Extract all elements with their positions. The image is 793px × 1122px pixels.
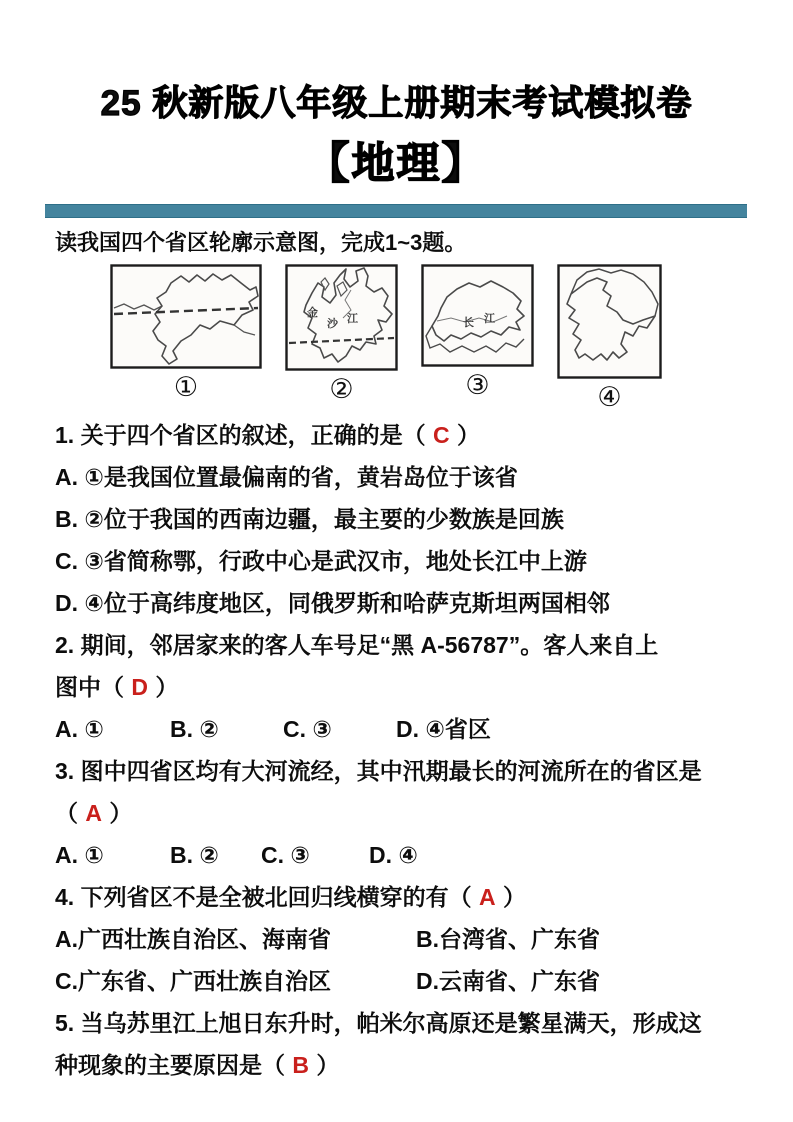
river-label-jinsha-2: 沙: [327, 318, 338, 330]
question-1-option-c: C. ③省简称鄂，行政中心是武汉市，地处长江中上游: [55, 548, 587, 574]
question-4-stem: 4. 下列省区不是全被北回归线横穿的有（ A ）: [55, 884, 526, 910]
question-1-option-b: B. ②位于我国的西南边疆，最主要的少数族是回族: [55, 506, 564, 532]
province-map-2-yunnan: [285, 264, 398, 371]
question-3-options: [55, 834, 745, 876]
question-3: [55, 750, 745, 876]
figure-label-3: ③: [465, 370, 490, 400]
question-5: [55, 1002, 745, 1086]
question-4: [55, 876, 745, 1002]
question-4-answer: A: [478, 884, 496, 910]
question-4-option-c: C.广东省、广西壮族自治区: [55, 968, 331, 994]
question-2: [55, 624, 745, 750]
question-1-option-d: D. ④位于高纬度地区，同俄罗斯和哈萨克斯坦两国相邻: [55, 590, 610, 616]
question-3-option-c: C. ③: [261, 842, 310, 868]
question-2-stem-line2: 图中（ D ）: [55, 674, 179, 700]
question-1: [55, 414, 745, 624]
question-2-stem-line1: 2. 期间，邻居家来的客人车号足“黑 A-56787”。客人来自上: [55, 632, 659, 658]
question-3-option-d: D. ④: [369, 842, 418, 868]
river-label-jinsha-1: 金: [307, 307, 318, 319]
river-label-jinsha-3: 江: [347, 313, 358, 325]
province-map-3-hubei: [421, 264, 534, 367]
question-2-option-d: D. ④省区: [396, 716, 491, 742]
exam-body: [0, 218, 793, 1086]
question-2-option-a: A. ①: [55, 716, 104, 742]
question-5-answer: B: [292, 1052, 310, 1078]
question-3-option-a: A. ①: [55, 842, 104, 868]
question-1-stem: 1. 关于四个省区的叙述，正确的是（ C ）: [55, 422, 480, 448]
question-5-stem-line2: 种现象的主要原因是（ B ）: [55, 1052, 340, 1078]
question-4-option-b: B.台湾省、广东省: [416, 926, 600, 952]
question-2-option-c: C. ③: [283, 716, 332, 742]
question-4-options-row2: [55, 960, 745, 1002]
page-subtitle: 【地理】: [306, 140, 487, 188]
question-4-option-a: A.广西壮族自治区、海南省: [55, 926, 331, 952]
figure-label-2: ②: [329, 374, 354, 404]
question-2-option-b: B. ②: [170, 716, 219, 742]
accent-divider-bar: [45, 204, 747, 218]
question-2-options: [55, 708, 745, 750]
question-1-answer: C: [432, 422, 450, 448]
figure-item-1: [110, 264, 262, 402]
question-3-option-b: B. ②: [170, 842, 219, 868]
question-4-options-row1: [55, 918, 745, 960]
question-2-answer: D: [131, 674, 149, 700]
province-map-4-heilongjiang: [557, 264, 662, 379]
figure-item-4: [557, 264, 662, 412]
question-1-option-a: A. ①是我国位置最偏南的省，黄岩岛位于该省: [55, 464, 518, 490]
question-4-option-d: D.云南省、广东省: [416, 968, 600, 994]
page-title: 25 秋新版八年级上册期末考试模拟卷: [100, 84, 693, 123]
question-3-answer: A: [85, 800, 103, 826]
figure-instruction: 读我国四个省区轮廓示意图，完成1~3题。: [55, 230, 467, 255]
figure-item-3: [421, 264, 534, 400]
question-5-stem-line1: 5. 当乌苏里江上旭日东升时，帕米尔高原还是繁星满天，形成这: [55, 1010, 702, 1036]
river-label-changjiang-2: 江: [484, 313, 495, 325]
figure-label-4: ④: [597, 382, 622, 412]
province-map-1-guangdong: [110, 264, 262, 369]
river-label-changjiang-1: 长: [463, 317, 474, 329]
question-3-stem-line2: （ A ）: [55, 800, 133, 826]
province-outline-figure: [110, 264, 745, 412]
figure-label-1: ①: [173, 372, 199, 402]
question-3-stem-line1: 3. 图中四省区均有大河流经，其中汛期最长的河流所在的省区是: [55, 758, 702, 784]
figure-item-2: [285, 264, 398, 404]
